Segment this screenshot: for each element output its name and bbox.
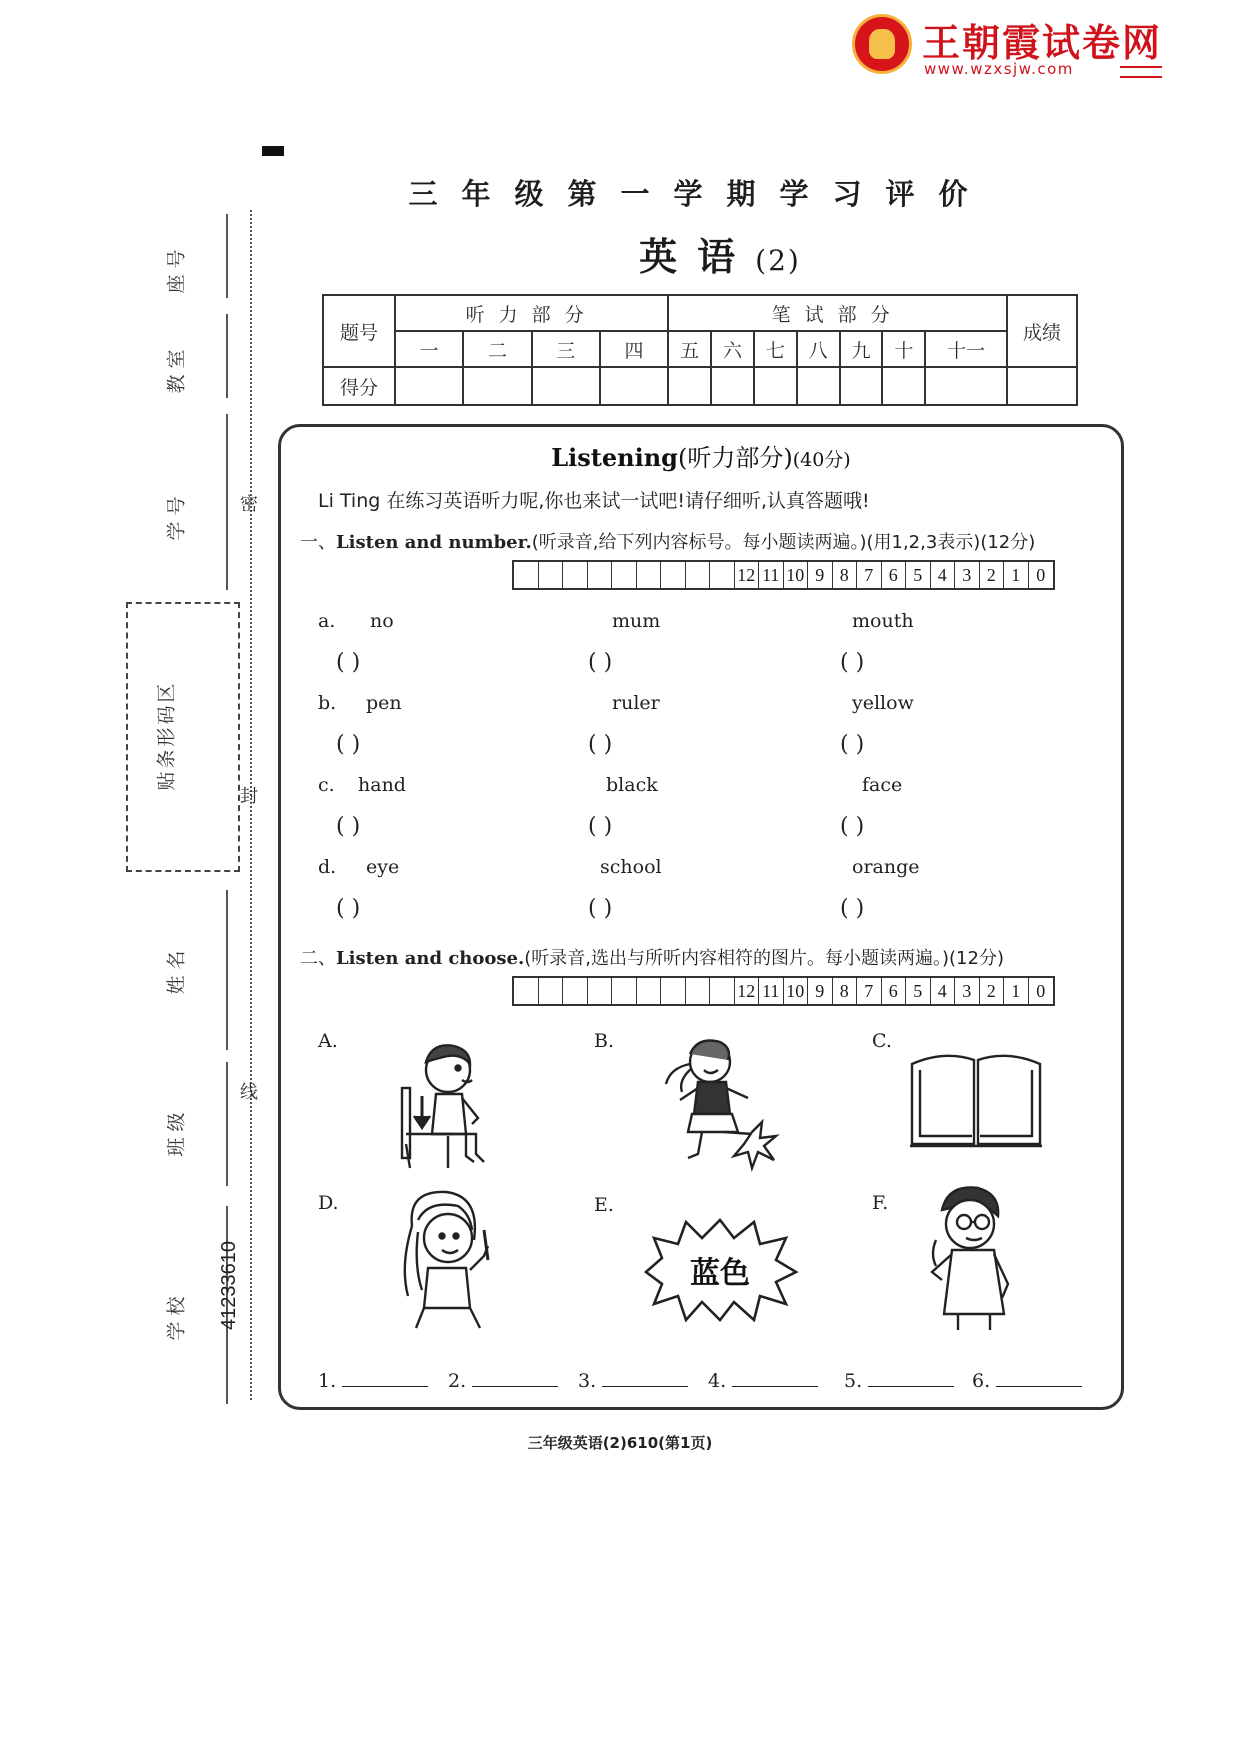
picture-label-d: D. (318, 1192, 339, 1214)
question-number-cell: 十一 (925, 331, 1007, 367)
answer-paren[interactable]: ( ) (336, 732, 361, 757)
serial-number: 41233610 (218, 1241, 240, 1330)
blank-line[interactable] (602, 1370, 688, 1387)
grid-cell: 1 (1004, 978, 1029, 1004)
grid-cell (539, 978, 564, 1004)
class-label: 班级 (165, 1106, 188, 1157)
grid-cell: 10 (784, 978, 809, 1004)
blank-line[interactable] (342, 1370, 428, 1387)
word-item: mouth (852, 610, 914, 632)
word-item: hand (358, 774, 406, 796)
answer-blank-1[interactable] (318, 1370, 428, 1392)
grid-cell: 5 (906, 562, 931, 588)
grid-cell (686, 562, 711, 588)
word-item: no (370, 610, 394, 632)
blank-line[interactable] (868, 1370, 954, 1387)
grid-cell (588, 562, 613, 588)
word-item: yellow (852, 692, 914, 714)
total-score-header: 成绩 (1007, 295, 1077, 367)
score-cell[interactable] (532, 367, 600, 405)
blank-number: 3. (578, 1370, 597, 1392)
answer-paren[interactable]: ( ) (840, 896, 865, 921)
name-line (226, 890, 228, 1050)
subject-name: 英语 (639, 234, 756, 279)
blank-number: 1. (318, 1370, 337, 1392)
word-item: eye (366, 856, 400, 878)
score-cell[interactable] (797, 367, 840, 405)
score-cell[interactable] (925, 367, 1007, 405)
score-cell[interactable] (754, 367, 797, 405)
question-number-header: 题号 (323, 295, 395, 367)
grid-cell (514, 562, 539, 588)
question-1-instruction-en: Listen and number. (336, 532, 532, 553)
grid-cell: 11 (759, 562, 784, 588)
grid-cell (563, 562, 588, 588)
page-footer: 三年级英语(2)610(第1页) (527, 1434, 713, 1452)
answer-blank-5[interactable] (844, 1370, 954, 1392)
question-number-cell: 九 (840, 331, 883, 367)
grid-cell (686, 978, 711, 1004)
logo-decoration (1120, 66, 1162, 78)
question-number-cell: 二 (463, 331, 531, 367)
grid-cell: 9 (808, 978, 833, 1004)
subject-title (560, 226, 880, 281)
grid-cell (612, 978, 637, 1004)
student-id-label: 学号 (165, 490, 188, 541)
listening-title-cn: (听力部分) (677, 444, 793, 472)
boy-glasses-picture (914, 1180, 1026, 1332)
grid-cell: 4 (931, 978, 956, 1004)
grid-cell: 0 (1036, 981, 1046, 1001)
total-score-cell[interactable] (1007, 367, 1077, 405)
boy-sit-down-picture (392, 1036, 516, 1172)
grid-cell (539, 562, 564, 588)
blue-starburst-picture (640, 1216, 800, 1324)
picture-label-a: A. (318, 1030, 338, 1052)
grid-cell (563, 978, 588, 1004)
question-number-cell: 三 (532, 331, 600, 367)
book-picture (908, 1050, 1044, 1150)
grid-cell: 5 (906, 978, 931, 1004)
question-1-score-grid (512, 560, 1055, 590)
answer-paren[interactable]: ( ) (840, 732, 865, 757)
grid-cell (710, 978, 735, 1004)
question-2-heading (300, 944, 1004, 970)
question-2-score-grid (512, 976, 1055, 1006)
grid-cell (612, 562, 637, 588)
writing-part-header: 笔试部分 (668, 295, 1007, 331)
barcode-area (126, 602, 240, 872)
blank-line[interactable] (472, 1370, 558, 1387)
grid-cell (710, 562, 735, 588)
answer-paren[interactable]: ( ) (588, 814, 613, 839)
score-cell[interactable] (395, 367, 463, 405)
blank-line[interactable] (732, 1370, 818, 1387)
listening-title (278, 438, 1124, 473)
blank-number: 6. (972, 1370, 991, 1392)
answer-blank-2[interactable] (448, 1370, 558, 1392)
grid-cell: 12 (735, 978, 760, 1004)
logo-url: www.wzxsjw.com (924, 60, 1074, 78)
name-label: 姓名 (165, 944, 188, 995)
score-cell[interactable] (668, 367, 711, 405)
score-cell[interactable] (600, 367, 668, 405)
question-number-cell: 七 (754, 331, 797, 367)
question-number-cell: 八 (797, 331, 840, 367)
answer-paren[interactable]: ( ) (588, 732, 613, 757)
grid-cell: 10 (784, 562, 809, 588)
row-letter: a. (318, 610, 336, 632)
classroom-label: 教室 (165, 343, 188, 394)
classroom-line (226, 314, 228, 398)
score-row-label: 得分 (323, 367, 395, 405)
answer-blank-4[interactable] (708, 1370, 818, 1392)
row-letter: d. (318, 856, 337, 878)
grid-cell: 6 (882, 978, 907, 1004)
picture-label-b: B. (594, 1030, 615, 1052)
grid-cell (661, 978, 686, 1004)
word-item: pen (366, 692, 402, 714)
answer-paren[interactable]: ( ) (336, 896, 361, 921)
logo-emblem-icon (852, 14, 912, 74)
girl-stamp-foot-picture (648, 1028, 788, 1172)
grid-cell: 2 (980, 978, 1005, 1004)
seal-mi: 密 (240, 494, 258, 515)
grid-cell: 0 (1036, 565, 1046, 585)
grid-cell: 11 (759, 978, 784, 1004)
answer-blank-3[interactable] (578, 1370, 688, 1392)
student-id-line (226, 414, 228, 590)
grid-cell: 1 (1004, 562, 1029, 588)
score-cell[interactable] (882, 367, 925, 405)
grid-cell: 6 (882, 562, 907, 588)
blank-line[interactable] (996, 1370, 1082, 1387)
blank-number: 4. (708, 1370, 727, 1392)
question-number-cell: 十 (882, 331, 925, 367)
word-item: ruler (612, 692, 660, 714)
grid-cell: 3 (955, 978, 980, 1004)
picture-label-e: E. (594, 1194, 614, 1216)
girl-pencil-picture (388, 1186, 506, 1332)
question-number-cell: 六 (711, 331, 754, 367)
grid-cell: 2 (980, 562, 1005, 588)
site-logo (852, 10, 1164, 78)
row-letter: c. (318, 774, 335, 796)
answer-paren[interactable]: ( ) (336, 814, 361, 839)
word-item: mum (612, 610, 661, 632)
listening-points: (40分) (792, 449, 851, 471)
seat-number-label: 座号 (165, 243, 188, 294)
grid-cell (514, 978, 539, 1004)
blank-number: 2. (448, 1370, 467, 1392)
listening-intro: Li Ting 在练习英语听力呢,你也来试一试吧!请仔细听,认真答题哦! (318, 490, 870, 512)
corner-mark (262, 146, 284, 156)
question-number-cell: 一 (395, 331, 463, 367)
seal-feng: 封 (240, 786, 258, 807)
grid-cell: 7 (857, 978, 882, 1004)
answer-paren[interactable]: ( ) (588, 896, 613, 921)
logo-title: 王朝霞试卷网 (922, 21, 1163, 65)
grid-cell (588, 978, 613, 1004)
question-number-cell: 五 (668, 331, 711, 367)
grid-cell (637, 562, 662, 588)
word-item: orange (852, 856, 920, 878)
class-line (226, 1062, 228, 1186)
word-item: school (600, 856, 662, 878)
answer-paren[interactable]: ( ) (840, 650, 865, 675)
question-1-number: 一、 (300, 532, 336, 553)
answer-paren[interactable]: ( ) (336, 650, 361, 675)
picture-label-c: C. (872, 1030, 892, 1052)
question-number-cell: 四 (600, 331, 668, 367)
score-table (322, 294, 1078, 406)
grid-cell (637, 978, 662, 1004)
grid-cell: 4 (931, 562, 956, 588)
word-item: black (606, 774, 658, 796)
answer-paren[interactable]: ( ) (840, 814, 865, 839)
grid-cell: 7 (857, 562, 882, 588)
seal-xian: 线 (240, 1082, 258, 1103)
score-cell[interactable] (711, 367, 754, 405)
grid-cell: 12 (735, 562, 760, 588)
grid-cell (661, 562, 686, 588)
picture-label-f: F. (872, 1192, 889, 1214)
listening-title-en: Listening (551, 443, 678, 472)
question-2-instruction-en: Listen and choose. (336, 948, 525, 969)
grid-cell: 8 (833, 978, 858, 1004)
school-label: 学校 (165, 1290, 188, 1341)
grid-cell: 3 (955, 562, 980, 588)
question-2-number: 二、 (300, 948, 336, 969)
question-1-instruction-cn: (听录音,给下列内容标号。每小题读两遍。)(用1,2,3表示)(12分) (531, 532, 1036, 553)
question-1-heading (300, 528, 1035, 554)
question-2-instruction-cn: (听录音,选出与所听内容相符的图片。每小题读两遍。)(12分) (524, 948, 1004, 969)
grid-cell: 8 (833, 562, 858, 588)
blank-number: 5. (844, 1370, 863, 1392)
answer-blank-6[interactable] (972, 1370, 1082, 1392)
grid-cell: 9 (808, 562, 833, 588)
starburst-text: 蓝色 (690, 1256, 750, 1291)
row-letter: b. (318, 692, 337, 714)
subject-number: (2) (755, 244, 801, 277)
barcode-area-label: 贴条形码区 (155, 680, 178, 791)
score-cell[interactable] (463, 367, 531, 405)
answer-paren[interactable]: ( ) (588, 650, 613, 675)
listening-part-header: 听力部分 (395, 295, 668, 331)
score-cell[interactable] (840, 367, 883, 405)
seat-line (226, 214, 228, 298)
exam-title: 三年级第一学期学习评价 (408, 177, 992, 211)
word-item: face (862, 774, 903, 796)
